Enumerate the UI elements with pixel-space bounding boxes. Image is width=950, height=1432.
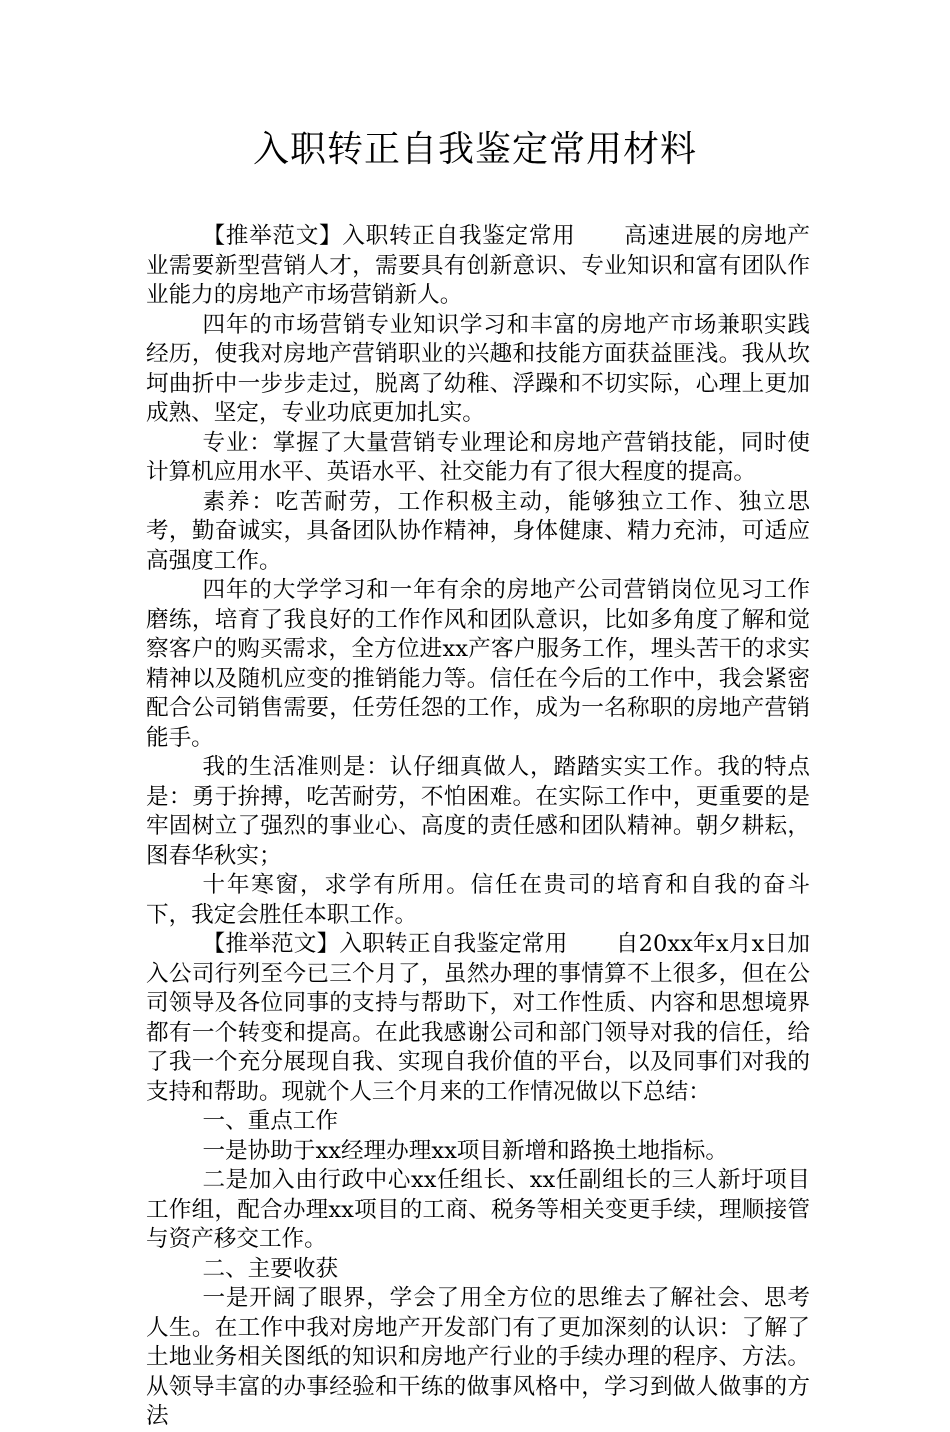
paragraph-text: 高速进展的房地产业需要新型营销人才，需要具有创新意识、专业知识和富有团队作业能力的房地产市场营销新人。 [146,223,810,308]
paragraph-text: 自20xx年x月x日加入公司行列至今已三个月了，虽然办理的事情算不上很多，但在公司领导及各位同事的支持与帮助下，对工作性质、内容和思想境界都有一个转变和提高。在此我感谢公司和部门领导对我的信任，给了我一个充分展现自我、实现自我价值的平台，以及同事们对我的支持和帮助。现就个人三个月来的工作情况做以下总结： [146,931,811,1105]
paragraph: 一是协助于xx经理办理xx项目新增和路换土地指标。 [202,1137,728,1164]
paragraph: 素养：吃苦耐劳，工作积极主动，能够独立工作、独立思考，勤奋诚实，具备团队协作精神，身体健康、精力充沛，可适应高强度工作。 [146,488,810,574]
paragraph: 二是加入由行政中心xx任组长、xx任副组长的三人新圩项目工作组，配合办理xx项目的工商、税务等相关变更手续，理顺接管与资产移交工作。 [146,1167,810,1252]
paragraph-lead: 【推举范文】入职转正自我鉴定常用 [202,931,568,957]
paragraph: 十年寒窗，求学有所用。信任在贵司的培育和自我的奋斗下，我定会胜任本职工作。 [146,872,810,928]
paragraph [146,222,810,311]
section-heading: 一、重点工作 [202,1108,339,1134]
paragraph: 四年的市场营销专业知识学习和丰富的房地产市场兼职实践经历，使我对房地产营销职业的兴趣和技能方面获益匪浅。我从坎坷曲折中一步步走过，脱离了幼稚、浮躁和不切实际，心理上更加成熟、坚定，专业功底更加扎实。 [146,311,810,426]
paragraph: 专业：掌握了大量营销专业理论和房地产营销技能，同时使计算机应用水平、英语水平、社交能力有了很大程度的提高。 [146,429,810,485]
document-title: 入职转正自我鉴定常用材料 [252,129,697,170]
paragraph-lead: 【推举范文】入职转正自我鉴定常用 [202,223,576,249]
paragraph: 四年的大学学习和一年有余的房地产公司营销岗位见习工作磨练，培育了我良好的工作作风和团队意识，比如多角度了解和觉察客户的购买需求，全方位进xx产客户服务工作，埋头苦干的求实精神以及随机应变的推销能力等。信任在今后的工作中，我会紧密配合公司销售需要，任劳任怨的工作，成为一名称职的房地产营销能手。 [146,577,810,751]
document-body [146,222,810,1432]
paragraph: 我的生活准则是：认仔细真做人，踏踏实实工作。我的特点是：勇于拚搏，吃苦耐劳，不怕困难。在实际工作中，更重要的是牢固树立了强烈的事业心、高度的责任感和团队精神。朝夕耕耘，图春华秋实； [146,754,810,869]
paragraph [146,930,810,1107]
section-heading: 二、主要收获 [202,1255,339,1282]
paragraph: 一是开阔了眼界，学会了用全方位的思维去了解社会、思考人生。在工作中我对房地产开发部门有了更加深刻的认识：了解了土地业务相关图纸的知识和房地产行业的手续办理的程序、方法。从领导丰富的办事经验和干练的做事风格中，学习到做人做事的方法 [146,1285,810,1429]
